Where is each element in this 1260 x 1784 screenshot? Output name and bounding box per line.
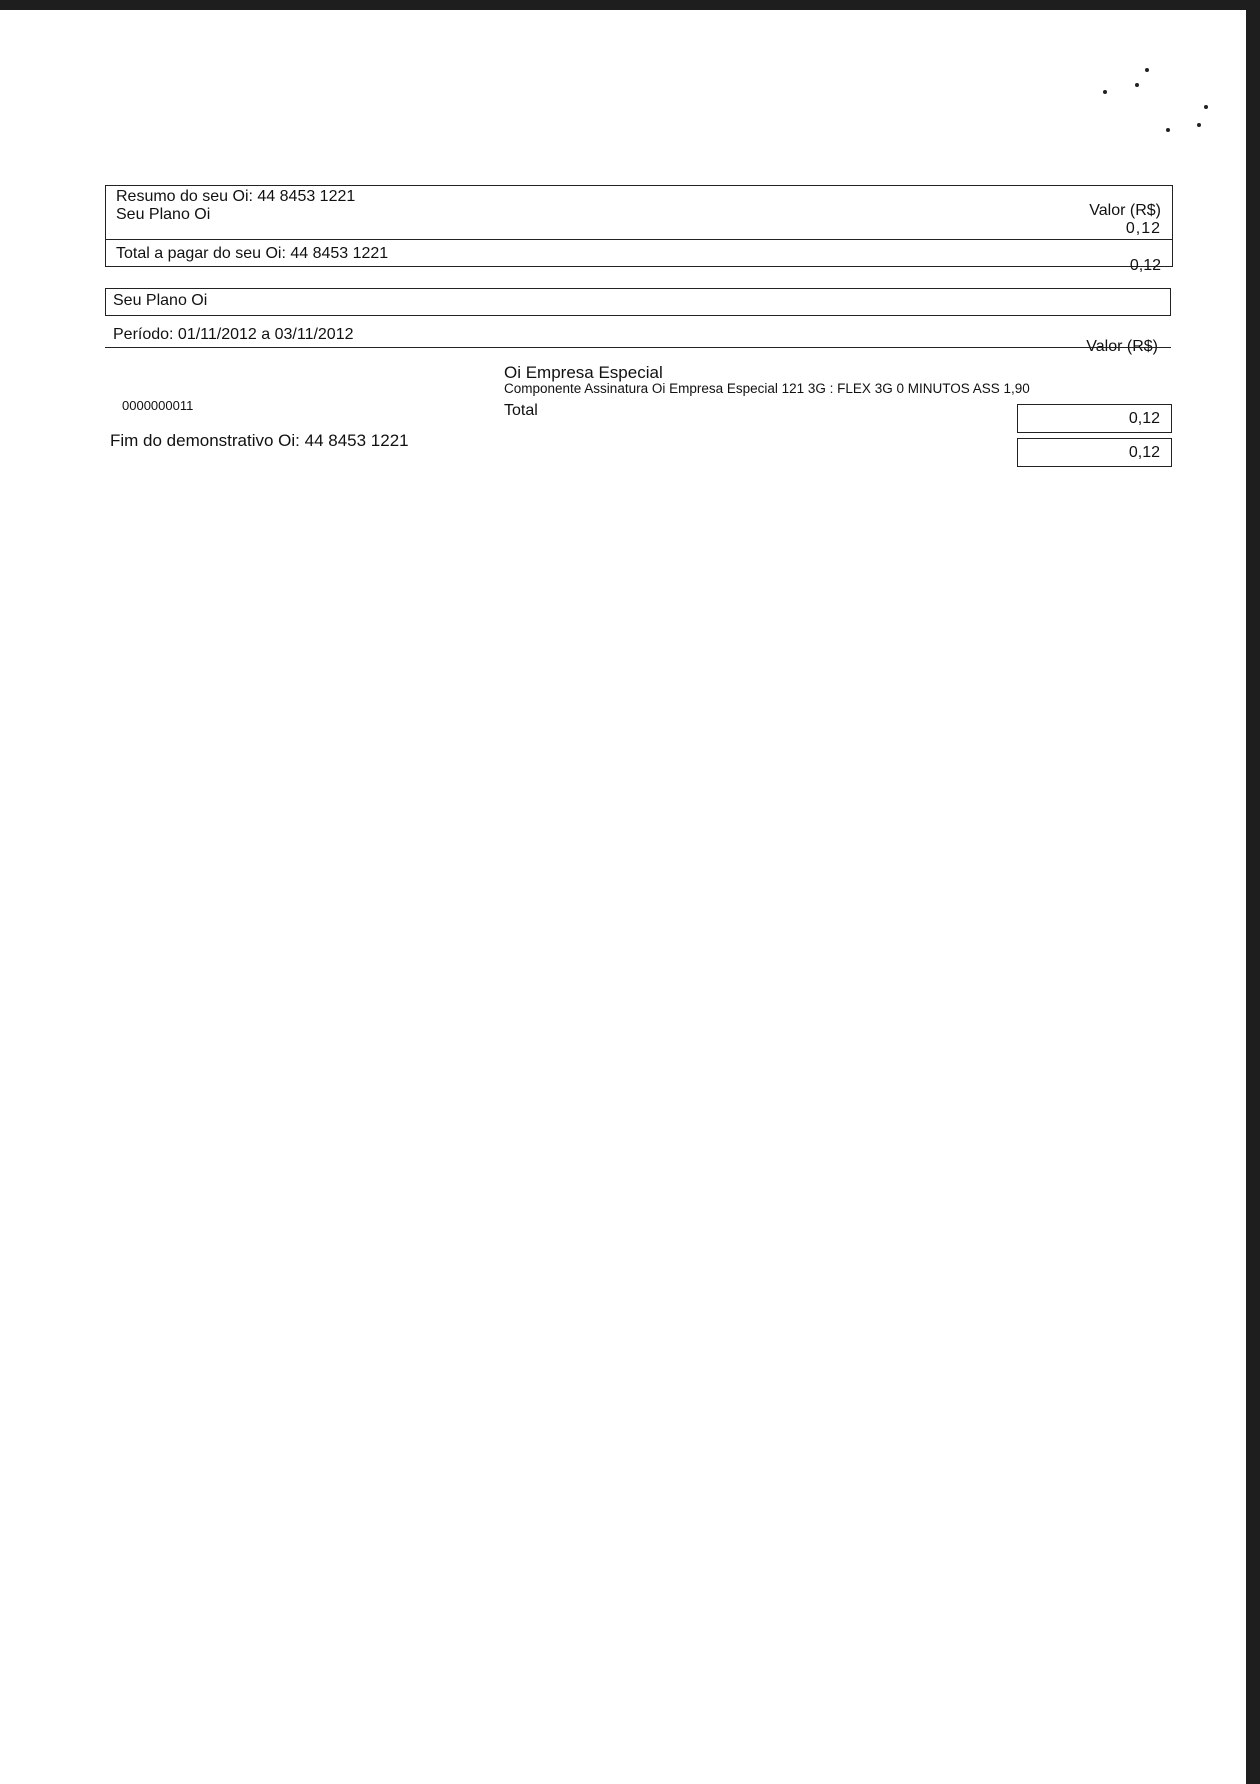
scan-mark: [1197, 123, 1201, 127]
document-page: [0, 10, 1246, 1784]
plan-section-box: [105, 288, 1171, 316]
summary-total-label: Total a pagar do seu Oi: 44 8453 1221: [116, 245, 389, 262]
end-of-statement-label: Fim do demonstrativo Oi: 44 8453 1221: [110, 431, 409, 450]
summary-value-header: Valor (R$): [1089, 202, 1161, 219]
summary-title: Resumo do seu Oi: 44 8453 1221: [116, 188, 356, 205]
plan-value-header: Valor (R$): [1086, 338, 1158, 355]
summary-plan-label: Seu Plano Oi: [116, 206, 211, 223]
scan-mark: [1135, 83, 1139, 87]
plan-section-title: Seu Plano Oi: [113, 292, 208, 309]
summary-plan-value: 0,12: [1125, 220, 1161, 237]
scan-mark: [1145, 68, 1149, 72]
scan-mark: [1103, 90, 1107, 94]
scan-mark: [1204, 105, 1208, 109]
end-total-value: 0,12: [1128, 444, 1160, 461]
period-divider: [105, 347, 1171, 348]
scan-mark: [1166, 128, 1170, 132]
detail-total-value: 0,12: [1128, 410, 1160, 427]
detail-code: 0000000011: [122, 398, 194, 413]
detail-total-label: Total: [504, 402, 538, 419]
summary-total-value: 0,12: [1129, 257, 1161, 274]
summary-divider: [105, 239, 1173, 240]
period-label: Período: 01/11/2012 a 03/11/2012: [113, 326, 354, 343]
component-description: Componente Assinatura Oi Empresa Especial 121 3G : FLEX 3G 0 MINUTOS ASS 1,90: [504, 381, 1030, 396]
plan-name: Oi Empresa Especial: [504, 363, 663, 382]
